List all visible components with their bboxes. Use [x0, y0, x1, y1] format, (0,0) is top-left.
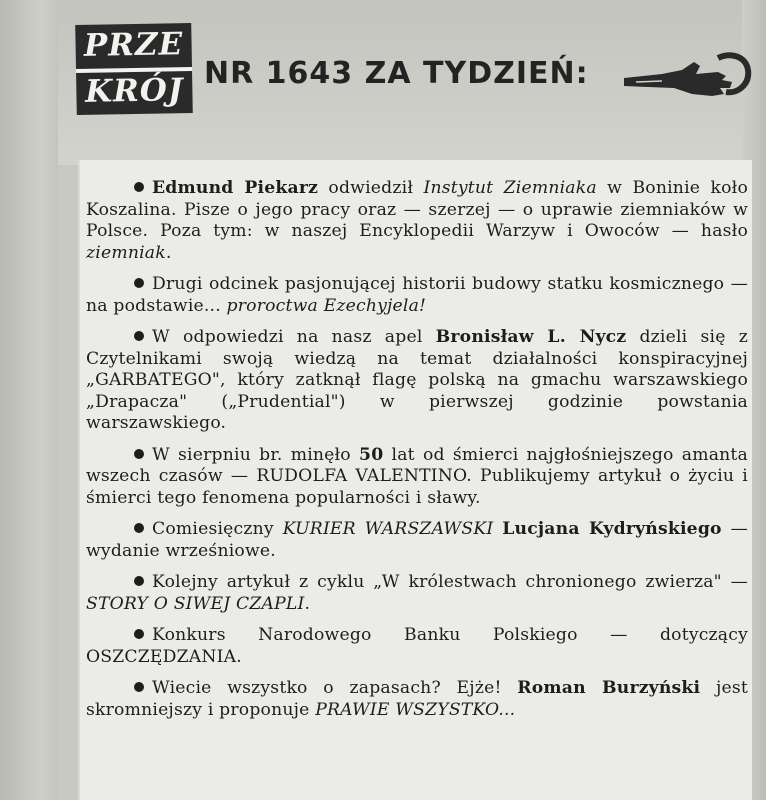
list-item	[86, 327, 748, 435]
issue-title: NR 1643 ZA TYDZIEŃ:	[204, 56, 589, 91]
author-name: Bronisław L. Nycz	[435, 327, 627, 347]
bullet-icon	[134, 682, 144, 692]
bullet-icon	[134, 449, 144, 459]
issue-header	[76, 24, 756, 116]
item-text: dzieli się z Czytelnikami swoją wiedzą na temat działalności konspiracyjnej „GARBATEGO", który zatknął flagę polską na gmachu warszawskiego „Drapacza" („Prudential") w pierwszej godzinie powstania warszawskiego.	[86, 327, 748, 433]
list-item	[86, 178, 748, 264]
logo-text-top: PRZE	[83, 26, 184, 64]
item-text: odwiedził	[318, 178, 424, 198]
list-item	[86, 445, 748, 510]
list-item	[86, 519, 748, 562]
item-text: W sierpniu br. minęło	[152, 444, 360, 465]
logo-text-bottom: KRÓJ	[84, 72, 184, 110]
item-emphasis: PRAWIE WSZYSTKO...	[315, 699, 516, 720]
item-emphasis: proroctwa Ezechyjela!	[226, 295, 427, 316]
bullet-icon	[134, 182, 144, 192]
list-item	[86, 274, 748, 317]
item-text: Drugi odcinek pasjonującej historii budowy statku kosmicznego — na podstawie...	[86, 274, 748, 316]
pointing-hand-icon	[622, 48, 752, 104]
list-item	[86, 678, 748, 721]
contents-list	[86, 178, 748, 731]
item-text: lat od śmierci najgłośniejszego amanta wszech czasów — RUDOLFA VALENTINO. Publikujemy artykuł o życiu i śmierci tego fenomena popularności i sławy.	[86, 444, 748, 508]
bullet-icon	[134, 576, 144, 586]
item-text: Konkurs Narodowego Banku Polskiego — dotyczący OSZCZĘDZANIA.	[86, 625, 748, 667]
author-name: Roman Burzyński	[517, 678, 701, 698]
list-item	[86, 572, 748, 615]
item-emphasis: KURIER WARSZAWSKI	[282, 519, 494, 539]
item-emphasis: Instytut Ziemniaka	[423, 178, 597, 198]
bullet-icon	[134, 331, 144, 341]
item-text: Kolejny artykuł z cyklu „W królestwach chronionego zwierza" —	[152, 572, 748, 592]
item-emphasis: ziemniak	[86, 242, 166, 263]
contents-box	[80, 160, 752, 800]
author-name: Edmund Piekarz	[152, 178, 319, 198]
list-item	[86, 625, 748, 668]
item-text: W odpowiedzi na nasz apel	[152, 327, 436, 347]
item-text: jest skromniejszy i proponuje	[86, 678, 748, 720]
item-text: .	[304, 593, 311, 614]
item-emphasis: 50	[359, 444, 384, 465]
magazine-logo	[75, 23, 193, 115]
item-text: Wiecie wszystko o zapasach? Ejże!	[152, 678, 518, 698]
item-text	[493, 519, 502, 539]
item-text: w Boninie koło Koszalina. Pisze o jego pracy oraz — szerzej — o uprawie ziemniaków w Polsce. Poza tym: w naszej Encyklopedii Warzyw i Owoców — hasło	[86, 178, 748, 241]
page-left-margin	[0, 0, 58, 800]
bullet-icon	[134, 523, 144, 533]
item-emphasis: STORY O SIWEJ CZAPLI	[86, 593, 305, 614]
item-text: .	[165, 242, 172, 263]
bullet-icon	[134, 629, 144, 639]
bullet-icon	[134, 278, 144, 288]
item-text: Comiesięczny	[152, 519, 283, 539]
author-name: Lucjana Kydryńskiego	[502, 519, 722, 539]
item-text: — wydanie wrześniowe.	[86, 519, 748, 561]
